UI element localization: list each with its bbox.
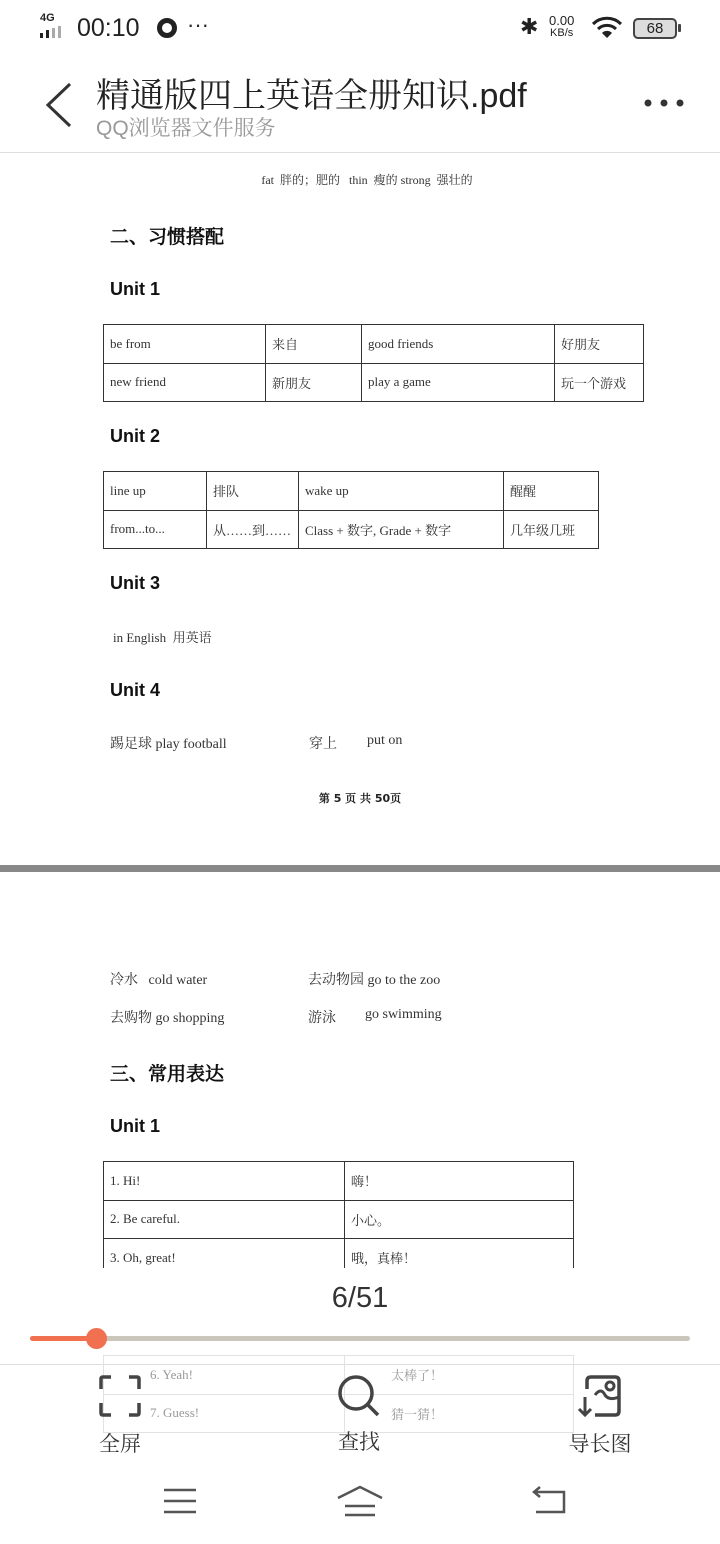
more-options-button[interactable] (640, 92, 688, 112)
table-cell: 醒醒 (504, 472, 599, 511)
fullscreen-label: 全屏 (99, 1433, 141, 1456)
signal-icon (40, 26, 70, 38)
unit2-collocation-table (103, 471, 599, 549)
unit3-line: in English 用英语 (113, 630, 212, 645)
table-row (104, 325, 644, 364)
search-icon (336, 1373, 382, 1419)
page-slider[interactable] (30, 1336, 690, 1341)
vocab-item-cn: 游泳 (308, 1011, 336, 1026)
wifi-icon (591, 16, 623, 40)
slider-handle[interactable] (86, 1328, 107, 1349)
speed-value: 0.00 (549, 13, 575, 28)
table-cell: 太棒了！ (345, 1356, 574, 1395)
table-cell: 嗨！ (345, 1162, 574, 1201)
home-nav-button[interactable] (335, 1484, 385, 1523)
table-row (104, 363, 644, 402)
unit-heading: Unit 3 (110, 573, 161, 593)
back-nav-button[interactable] (530, 1486, 570, 1521)
page-separator (0, 865, 720, 872)
chevron-left-icon (40, 80, 80, 130)
return-icon (530, 1486, 570, 1516)
unit4-item: 踢足球 play football (110, 737, 227, 752)
table-cell: 几年级几班 (504, 510, 599, 549)
vocab-line: fat 胖的；肥的 thin 瘦的 strong 强壮的 (261, 173, 473, 187)
unit-heading: Unit 4 (110, 680, 161, 700)
find-button[interactable] (299, 1373, 419, 1456)
table-cell: Class + 数字, Grade + 数字 (299, 510, 504, 549)
table-cell: good friends (362, 325, 555, 364)
vocab-item: 冷水 cold water (110, 973, 208, 988)
table-cell: new friend (104, 363, 266, 402)
back-button[interactable] (40, 80, 80, 130)
table-row (104, 1162, 574, 1201)
export-long-image-label: 导长图 (568, 1433, 632, 1456)
unit4-item-en: put on (367, 733, 403, 748)
table-cell: 哦，真棒！ (345, 1239, 574, 1278)
network-type: 4G (40, 12, 55, 24)
table-cell: 1. Hi! (104, 1162, 345, 1201)
vocab-item: 去购物 go shopping (110, 1011, 225, 1026)
table-cell: 好朋友 (555, 325, 644, 364)
menu-nav-button[interactable] (160, 1486, 200, 1521)
unit4-item-cn: 穿上 (309, 737, 337, 752)
pager-panel (0, 1268, 720, 1364)
home-icon (335, 1484, 385, 1518)
table-cell: 3. Oh, great! (104, 1239, 345, 1278)
table-cell: 2. Be careful. (104, 1200, 345, 1239)
table-cell: 猜一猜！ (345, 1394, 574, 1433)
document-title: 精通版四上英语全册知识.pdf (96, 77, 527, 115)
export-long-image-button[interactable] (540, 1375, 660, 1458)
expressions-table (103, 1161, 574, 1278)
document-subtitle: QQ浏览器文件服务 (96, 117, 276, 140)
table-row (104, 472, 599, 511)
table-cell: 小心。 (345, 1200, 574, 1239)
table-cell: 6. Yeah! (104, 1356, 345, 1395)
table-cell: wake up (299, 472, 504, 511)
pdf-page-5[interactable] (0, 153, 720, 865)
more-notifications-icon: ··· (187, 12, 209, 37)
section-heading: 二、习惯搭配 (110, 226, 225, 248)
battery-level: 68 (646, 20, 664, 37)
table-cell: 从……到…… (207, 510, 299, 549)
table-cell: 来自 (266, 325, 362, 364)
table-cell: line up (104, 472, 207, 511)
table-cell: 排队 (207, 472, 299, 511)
table-row (104, 510, 599, 549)
fullscreen-icon (99, 1375, 141, 1417)
qq-browser-icon (157, 18, 177, 38)
table-cell: be from (104, 325, 266, 364)
long-image-icon (577, 1375, 623, 1417)
battery-icon (633, 18, 677, 39)
menu-icon (160, 1486, 200, 1516)
page-footer: 第 5 页 共 50页 (318, 792, 402, 805)
fullscreen-button[interactable] (60, 1375, 180, 1458)
table-cell: 新朋友 (266, 363, 362, 402)
table-cell: play a game (362, 363, 555, 402)
table-cell: 玩一个游戏 (555, 363, 644, 402)
unit1-collocation-table (103, 324, 644, 402)
status-bar (0, 0, 720, 55)
bluetooth-icon: ✱ (520, 14, 539, 39)
speed-unit: KB/s (550, 27, 574, 39)
find-label: 查找 (338, 1431, 380, 1454)
more-dots-icon (640, 92, 688, 112)
page-indicator: 6/51 (331, 1282, 389, 1314)
clock: 00:10 (77, 14, 140, 42)
unit-heading: Unit 2 (110, 426, 161, 446)
vocab-item: 去动物园 go to the zoo (308, 973, 441, 988)
table-row (104, 1200, 574, 1239)
table-cell: 7. Guess! (104, 1394, 345, 1433)
vocab-item-en: go swimming (365, 1007, 442, 1022)
section-heading: 三、常用表达 (110, 1063, 225, 1085)
table-cell: from...to... (104, 510, 207, 549)
unit-heading: Unit 1 (110, 1116, 161, 1136)
unit-heading: Unit 1 (110, 279, 161, 299)
